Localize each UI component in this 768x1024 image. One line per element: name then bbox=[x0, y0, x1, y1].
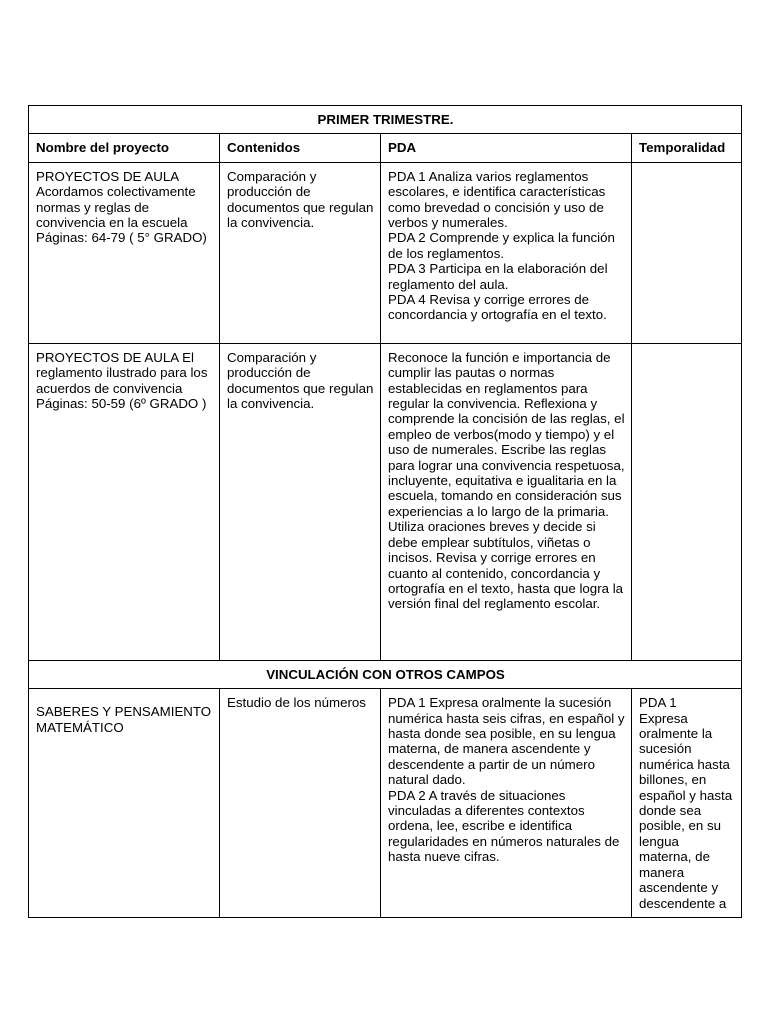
project-pages: Páginas: 64-79 ( 5° GRADO) bbox=[36, 230, 207, 246]
planning-table bbox=[28, 105, 742, 918]
header-row bbox=[29, 134, 742, 162]
pda-item: PDA 4 Revisa y corrige errores de concordancia y ortografía en el texto. bbox=[388, 292, 607, 323]
pda-item: PDA 1 Analiza varios reglamentos escolares, e identifica características como brevedad o concisión y uso de verbos y numerales. bbox=[388, 168, 606, 231]
header-content: Contenidos bbox=[220, 134, 381, 162]
table-row bbox=[29, 689, 742, 918]
project-name: PROYECTOS DE AULA El reglamento ilustrado para los acuerdos de convivencia bbox=[36, 349, 208, 396]
section-title: PRIMER TRIMESTRE. bbox=[29, 106, 742, 134]
time-cell bbox=[632, 343, 742, 660]
header-time: Temporalidad bbox=[632, 134, 742, 162]
pda-cell bbox=[381, 162, 632, 343]
time-cell bbox=[632, 689, 742, 918]
project-cell bbox=[29, 162, 220, 343]
table-row bbox=[29, 162, 742, 343]
time-cell bbox=[632, 162, 742, 343]
pda-item: PDA 2 A través de situaciones vinculadas a diferentes contextos ordena, lee, escribe e identifica regularidades en números naturales de hasta nueve cifras. bbox=[388, 787, 620, 865]
section-title-row bbox=[29, 106, 742, 134]
header-pda: PDA bbox=[381, 134, 632, 162]
pda-item: PDA 1 Expresa oralmente la sucesión numérica hasta seis cifras, en español y hasta donde sea posible, en su lengua materna, de manera ascendente y descendente a partir de un número natural dado. bbox=[388, 695, 625, 788]
project-cell bbox=[29, 343, 220, 660]
table-row bbox=[29, 343, 742, 660]
time-label: PDA 1 bbox=[639, 695, 677, 711]
section2-title: VINCULACIÓN CON OTROS CAMPOS bbox=[29, 660, 742, 688]
pda-item: PDA 2 Comprende y explica la función de los reglamentos. bbox=[388, 230, 615, 261]
content-cell: Comparación y producción de documentos que regulan la convivencia. bbox=[220, 343, 381, 660]
content-cell: Estudio de los números bbox=[220, 689, 381, 918]
project-cell: SABERES Y PENSAMIENTO MATEMÁTICO bbox=[29, 689, 220, 918]
project-type: PROYECTOS DE AULA bbox=[36, 168, 180, 184]
header-project: Nombre del proyecto bbox=[29, 134, 220, 162]
pda-cell: Reconoce la función e importancia de cumplir las pautas o normas establecidas en reglamentos para regular la convivencia. Reflexiona y comprende la concisión de las reglas, el empleo de verbos(modo y tiempo) y el uso de numerales. Escribe las reglas para lograr una convivencia respetuosa, incluyente, equitativa e igualitaria en la escuela, tomando en consideración sus experiencias a lo largo de la primaria. Utiliza oraciones breves y decide si debe emplear subtítulos, viñetas o incisos. Revisa y corrige errores en cuanto al contenido, concordancia y ortografía en el texto, hasta que logra la versión final del reglamento escolar. bbox=[381, 343, 632, 660]
project-pages: Páginas: 50-59 (6º GRADO ) bbox=[36, 396, 207, 412]
pda-cell bbox=[381, 689, 632, 918]
project-name: Acordamos colectivamente normas y reglas de convivencia en la escuela bbox=[36, 184, 196, 231]
content-cell: Comparación y producción de documentos que regulan la convivencia. bbox=[220, 162, 381, 343]
time-text: Expresa oralmente la sucesión numérica hasta billones, en español y hasta donde sea posible, en su lengua materna, de manera ascendente y descendente a bbox=[639, 710, 733, 911]
section2-title-row bbox=[29, 660, 742, 688]
pda-item: PDA 3 Participa en la elaboración del reglamento del aula. bbox=[388, 261, 608, 292]
